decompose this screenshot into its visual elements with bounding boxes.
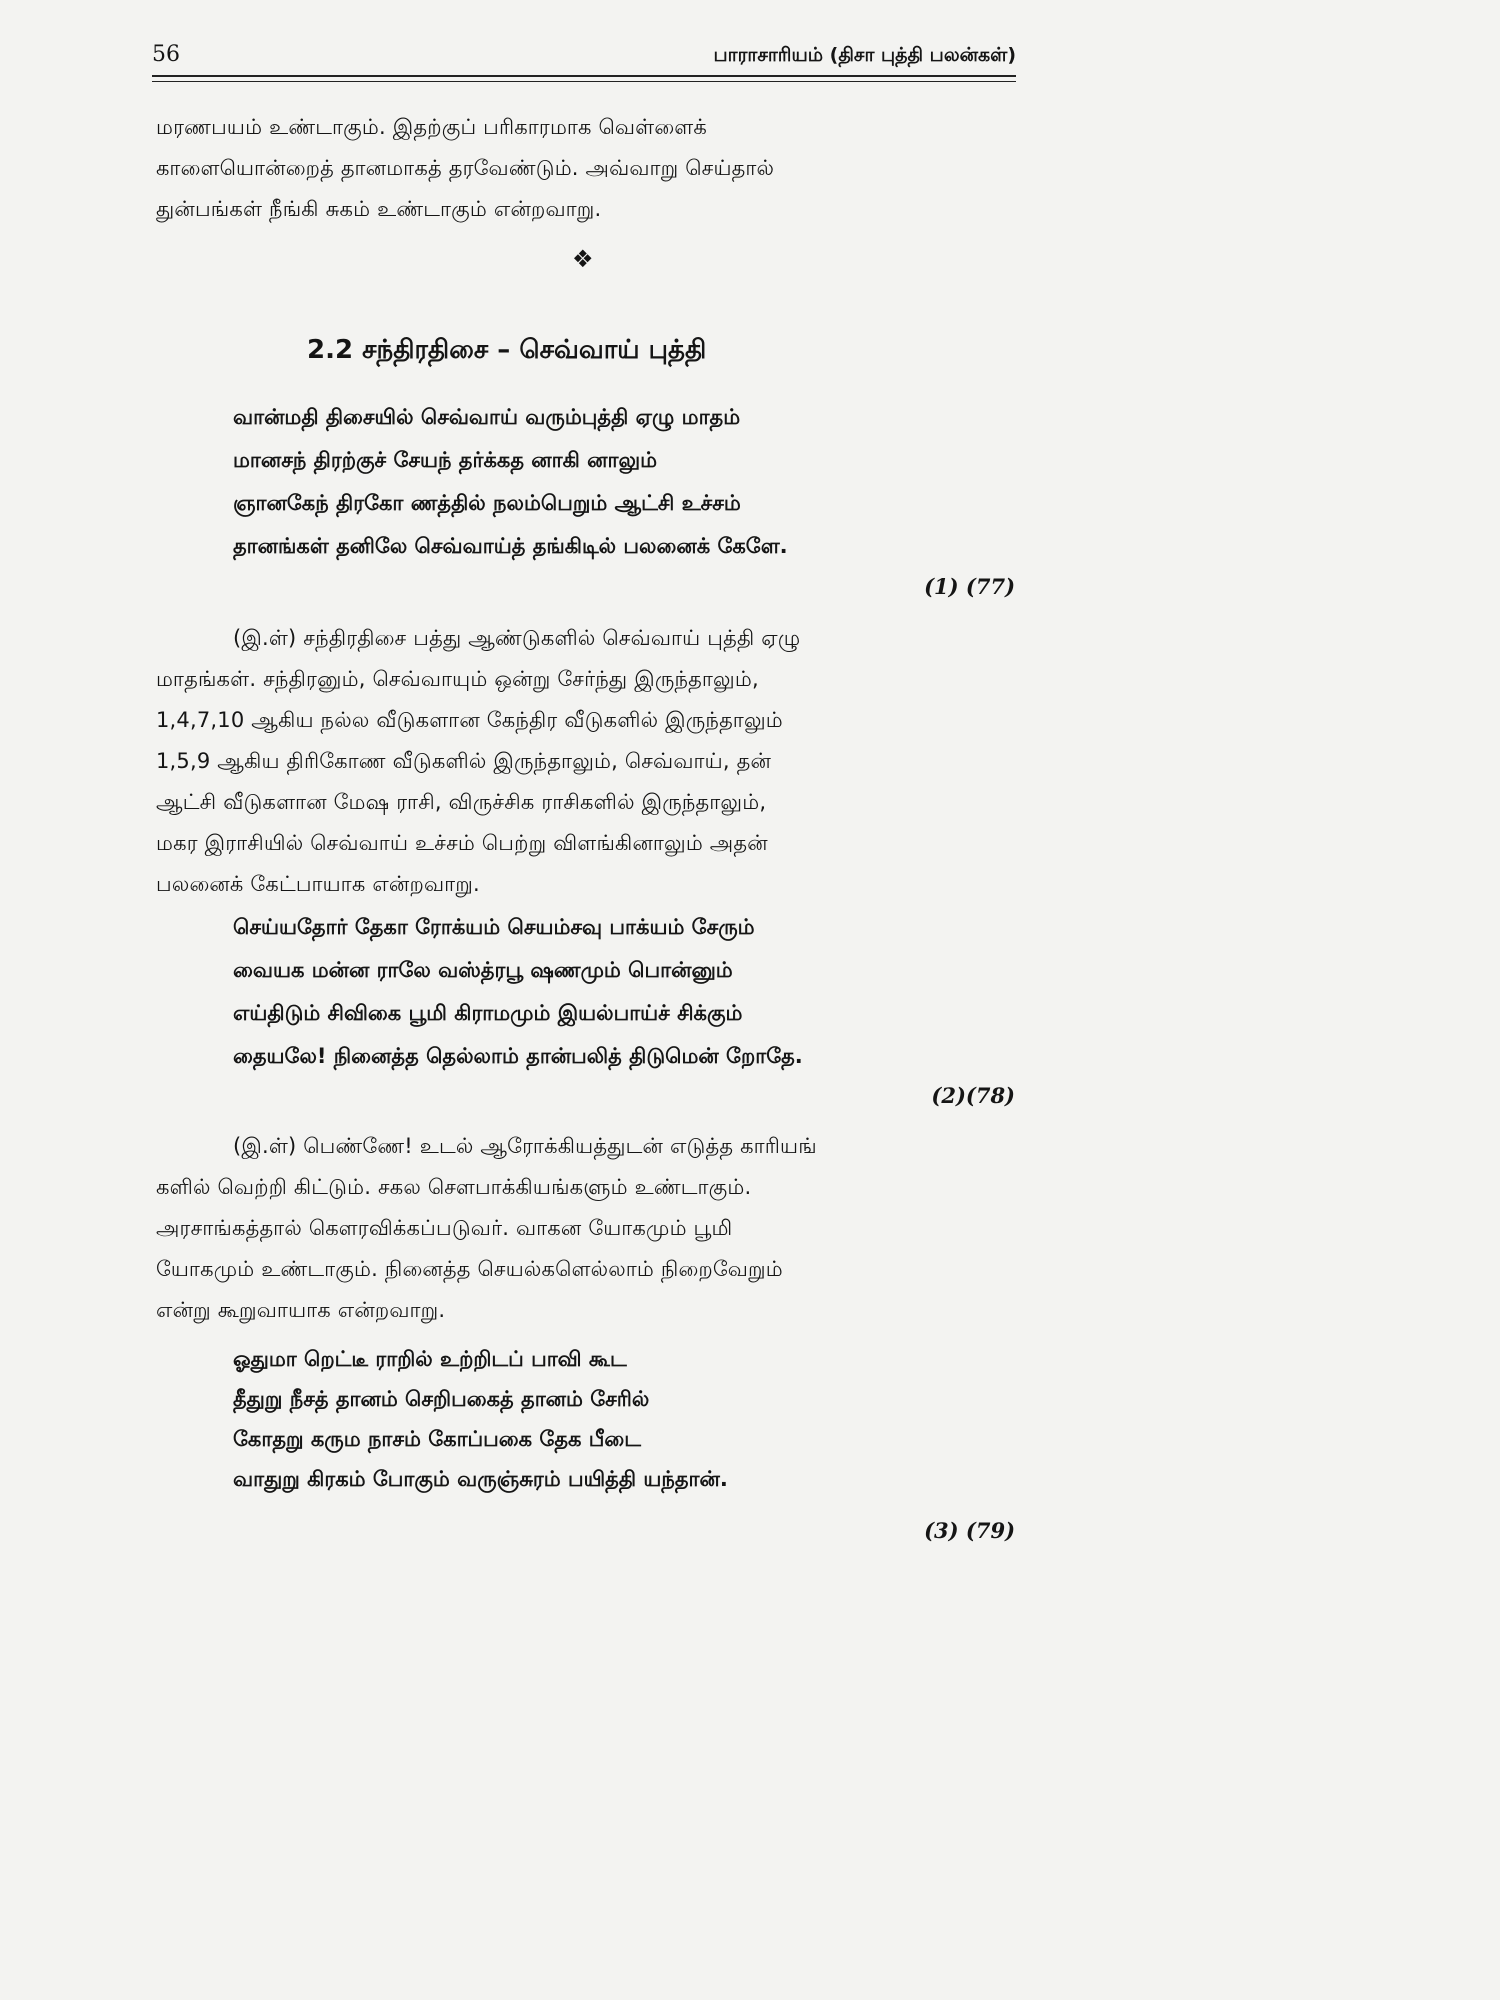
commentary-line: (இ.ள்) பெண்ணே! உடல் ஆரோக்கியத்துடன் எடுத்த காரியங் [233,1134,817,1158]
verse-reference: (2)(78) [931,1083,1015,1108]
commentary-line: மாதங்கள். சந்திரனும், செவ்வாயும் ஒன்று சேர்ந்து இருந்தாலும், [156,667,759,691]
verse-line: செய்யதோர் தேகா ரோக்யம் செயம்சவு பாக்யம் சேரும் [233,915,755,939]
verse-reference: (3) (79) [924,1518,1015,1543]
commentary-line: ஆட்சி வீடுகளான மேஷ ராசி, விருச்சிக ராசிகளில் இருந்தாலும், [156,790,767,814]
commentary-line: 1,4,7,10 ஆகிய நல்ல வீடுகளான கேந்திர வீடுகளில் இருந்தாலும் [156,708,783,732]
header-rule [152,75,1016,77]
commentary-line: பலனைக் கேட்பாயாக என்றவாறு. [156,872,480,896]
commentary-line: மகர இராசியில் செவ்வாய் உச்சம் பெற்று விளங்கினாலும் அதன் [156,831,768,855]
verse-line: ஓதுமா றெட்டீ ராறில் உற்றிடப் பாவி கூட [233,1347,627,1371]
commentary-line: என்று கூறுவாயாக என்றவாறு. [156,1298,446,1322]
verse-line: தானங்கள் தனிலே செவ்வாய்த் தங்கிடில் பலனைக் கேளே. [233,534,788,558]
verse-line: தீதுறு நீசத் தானம் செறிபகைத் தானம் சேரில் [233,1387,650,1411]
verse-line: வாதுறு கிரகம் போகும் வருஞ்சுரம் பயித்தி யந்தான். [233,1467,728,1491]
verse-reference: (1) (77) [924,574,1015,599]
commentary-line: அரசாங்கத்தால் கௌரவிக்கப்படுவர். வாகன யோகமும் பூமி [156,1216,733,1240]
verse-line: வையக மன்ன ராலே வஸ்த்ரபூ ஷணமும் பொன்னும் [233,958,733,982]
commentary-line: யோகமும் உண்டாகும். நினைத்த செயல்களெல்லாம் நிறைவேறும் [156,1257,783,1281]
intro-line: காளையொன்றைத் தானமாகத் தரவேண்டும். அவ்வாறு செய்தால் [156,156,775,180]
header-rule-thin [152,81,1016,82]
verse-line: கோதறு கரும நாசம் கோப்பகை தேக பீடை [233,1427,641,1451]
section-heading: 2.2 சந்திரதிசை – செவ்வாய் புத்தி [307,335,707,365]
intro-line: மரணபயம் உண்டாகும். இதற்குப் பரிகாரமாக வெள்ளைக் [156,115,707,139]
verse-line: தையலே! நினைத்த தெல்லாம் தான்பலித் திடுமென் றோதே. [233,1044,803,1068]
commentary-line: களில் வெற்றி கிட்டும். சகல சௌபாக்கியங்களும் உண்டாகும். [156,1175,752,1199]
commentary-line: (இ.ள்) சந்திரதிசை பத்து ஆண்டுகளில் செவ்வாய் புத்தி ஏழு [233,626,801,650]
ornament-icon: ❖ [572,245,594,273]
verse-line: வான்மதி திசையில் செவ்வாய் வரும்புத்தி ஏழு மாதம் [233,405,741,429]
page-number: 56 [152,42,180,67]
verse-line: ஞானகேந் திரகோ ணத்தில் நலம்பெறும் ஆட்சி உச்சம் [233,491,741,515]
intro-line: துன்பங்கள் நீங்கி சுகம் உண்டாகும் என்றவாறு. [156,197,602,221]
verse-line: மானசந் திரற்குச் சேயந் தர்க்கத னாகி னாலும் [233,448,658,472]
commentary-line: 1,5,9 ஆகிய திரிகோண வீடுகளில் இருந்தாலும், செவ்வாய், தன் [156,749,772,773]
verse-line: எய்திடும் சிவிகை பூமி கிராமமும் இயல்பாய்ச் சிக்கும் [233,1001,743,1025]
running-title: பாராசாரியம் (திசா புத்தி பலன்கள்) [713,44,1016,66]
